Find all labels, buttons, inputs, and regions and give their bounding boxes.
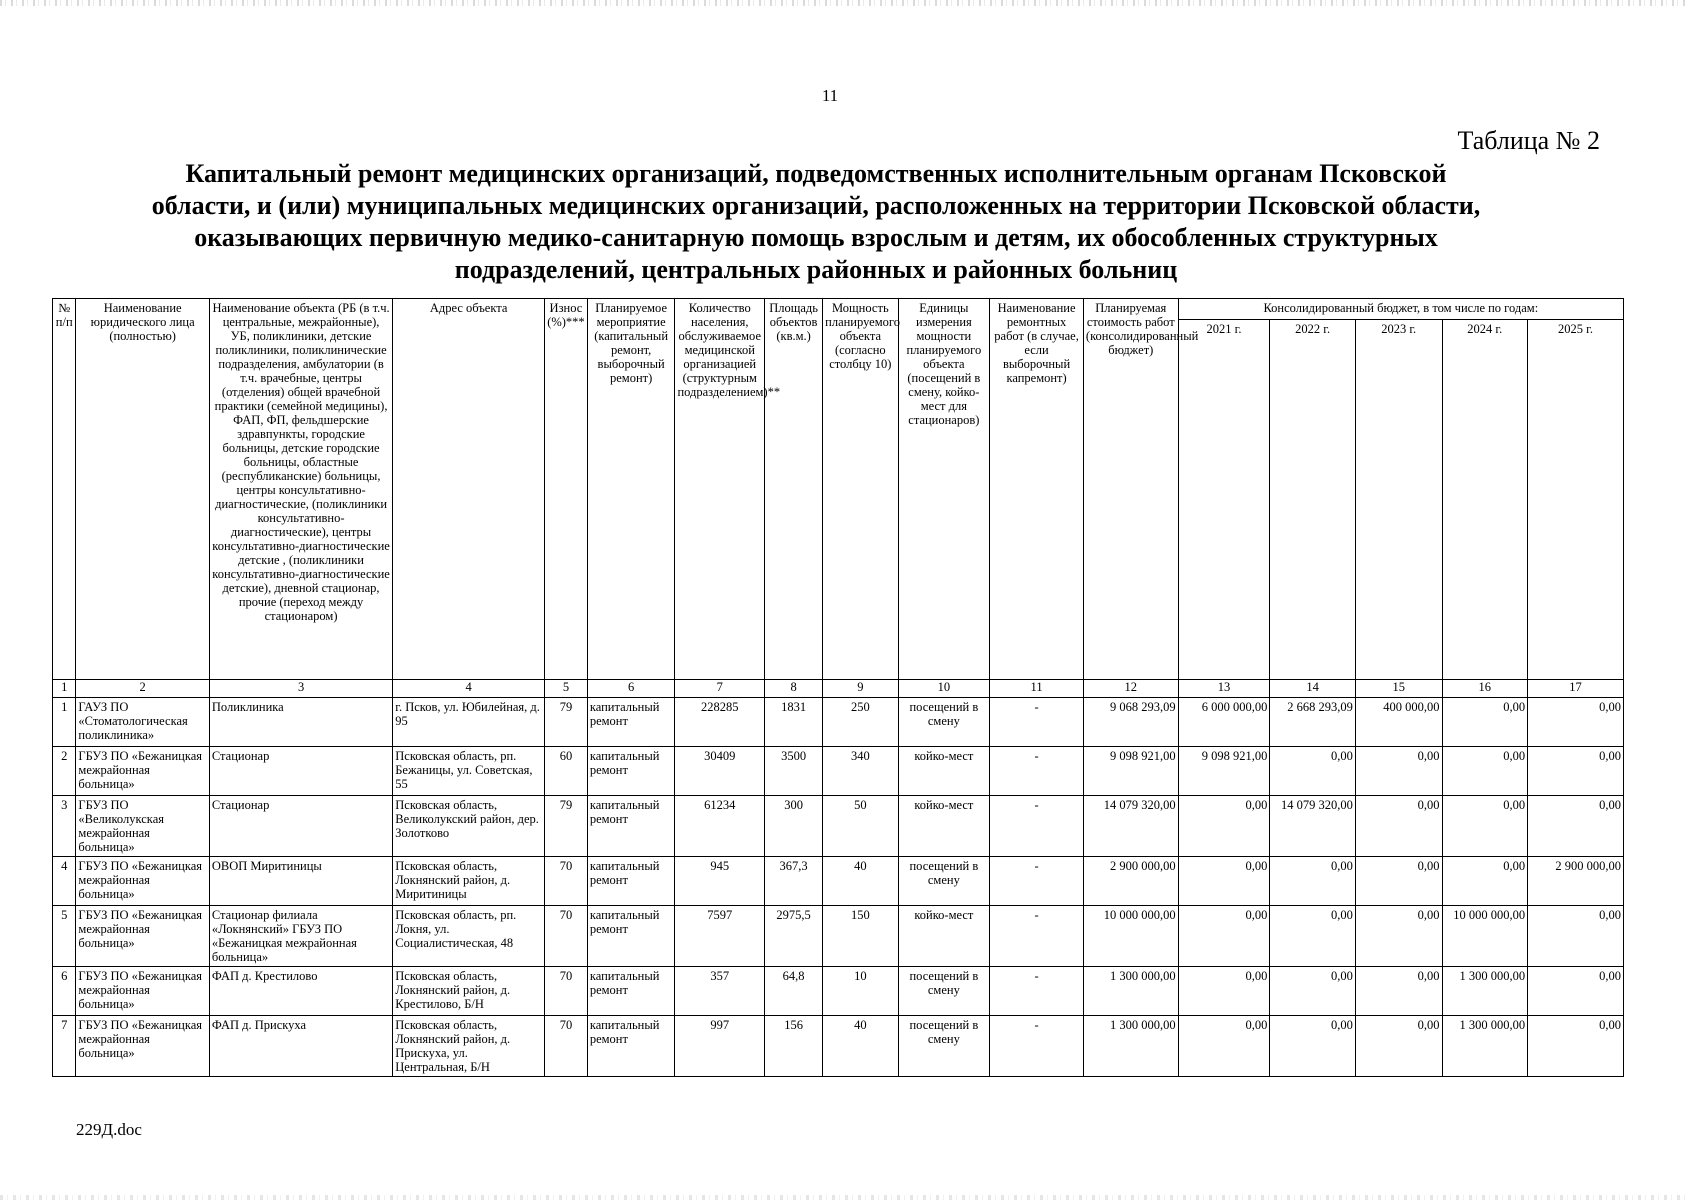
cell-units: койко-мест: [898, 796, 990, 857]
cell-2024: 10 000 000,00: [1442, 906, 1528, 967]
cell-works: -: [990, 967, 1084, 1016]
cell-2022: 0,00: [1270, 967, 1356, 1016]
column-number: 13: [1178, 680, 1270, 698]
cell-address: Псковская область, Локнянский район, д. Миритиницы: [393, 857, 545, 906]
cell-works: -: [990, 906, 1084, 967]
header-year: 2024 г.: [1442, 320, 1528, 680]
cell-works: -: [990, 1016, 1084, 1077]
column-number: 2: [76, 680, 209, 698]
cell-2024: 0,00: [1442, 796, 1528, 857]
header-cost: Планируемая стоимость работ (консолидированный бюджет): [1083, 299, 1178, 680]
page-number: 11: [821, 86, 839, 105]
cell-population: 357: [675, 967, 765, 1016]
cell-address: Псковская область, Локнянский район, д. Крестилово, Б/Н: [393, 967, 545, 1016]
header-population: Количество населения, обслуживаемое медицинской организацией (структурным подразделением)**: [675, 299, 765, 680]
cell-object: Поликлиника: [209, 698, 392, 747]
cell-capacity: 40: [823, 857, 898, 906]
cell-capacity: 10: [823, 967, 898, 1016]
header-event: Планируемое мероприятие (капитальный ремонт, выборочный ремонт): [587, 299, 675, 680]
header-works: Наименование ремонтных работ (в случае, если выборочный капремонт): [990, 299, 1084, 680]
cell-works: -: [990, 796, 1084, 857]
cell-entity: ГАУЗ ПО «Стоматологическая поликлиника»: [76, 698, 209, 747]
header-area: Площадь объектов (кв.м.): [765, 299, 823, 680]
cell-2021: 0,00: [1178, 967, 1270, 1016]
header-budget-group: Консолидированный бюджет, в том числе по годам:: [1178, 299, 1623, 320]
cell-2025: 0,00: [1528, 1016, 1624, 1077]
cell-works: -: [990, 857, 1084, 906]
table-row: [53, 906, 1624, 967]
column-number: 4: [393, 680, 545, 698]
cell-2021: 0,00: [1178, 1016, 1270, 1077]
cell-2024: 0,00: [1442, 857, 1528, 906]
cell-cost: 9 098 921,00: [1083, 747, 1178, 796]
cell-2021: 0,00: [1178, 906, 1270, 967]
cell-cost: 2 900 000,00: [1083, 857, 1178, 906]
cell-population: 61234: [675, 796, 765, 857]
cell-num: 4: [53, 857, 76, 906]
cell-capacity: 340: [823, 747, 898, 796]
column-number: 12: [1083, 680, 1178, 698]
cell-object: ФАП д. Крестилово: [209, 967, 392, 1016]
header-units: Единицы измерения мощности планируемого объекта (посещений в смену, койко-мест для стационаров): [898, 299, 990, 680]
cell-wear: 79: [545, 796, 588, 857]
document-title: [60, 158, 1572, 286]
cell-2022: 2 668 293,09: [1270, 698, 1356, 747]
header-row: [53, 299, 1624, 320]
cell-units: посещений в смену: [898, 1016, 990, 1077]
header-year: 2021 г.: [1178, 320, 1270, 680]
column-number-row: [53, 680, 1624, 698]
cell-capacity: 250: [823, 698, 898, 747]
header-num: № п/п: [53, 299, 76, 680]
scan-edge-top: [0, 0, 1686, 6]
table-row: [53, 967, 1624, 1016]
cell-entity: ГБУЗ ПО «Бежаницкая межрайонная больница»: [76, 1016, 209, 1077]
cell-object: ОВОП Миритиницы: [209, 857, 392, 906]
cell-area: 3500: [765, 747, 823, 796]
cell-cost: 1 300 000,00: [1083, 967, 1178, 1016]
scan-edge-bottom: [0, 1195, 1686, 1200]
table-row: [53, 698, 1624, 747]
column-number: 9: [823, 680, 898, 698]
cell-wear: 70: [545, 967, 588, 1016]
cell-2023: 0,00: [1355, 906, 1442, 967]
cell-wear: 70: [545, 1016, 588, 1077]
table-caption: Таблица № 2: [1457, 126, 1600, 155]
cell-2023: 0,00: [1355, 857, 1442, 906]
cell-wear: 70: [545, 857, 588, 906]
column-number: 6: [587, 680, 675, 698]
table-row: [53, 796, 1624, 857]
cell-works: -: [990, 747, 1084, 796]
cell-works: -: [990, 698, 1084, 747]
cell-cost: 14 079 320,00: [1083, 796, 1178, 857]
cell-capacity: 40: [823, 1016, 898, 1077]
cell-population: 997: [675, 1016, 765, 1077]
cell-entity: ГБУЗ ПО «Бежаницкая межрайонная больница»: [76, 857, 209, 906]
cell-area: 2975,5: [765, 906, 823, 967]
cell-population: 945: [675, 857, 765, 906]
header-year: 2025 г.: [1528, 320, 1624, 680]
column-number: 16: [1442, 680, 1528, 698]
column-number: 5: [545, 680, 588, 698]
title-line: оказывающих первичную медико-санитарную помощь взрослым и детям, их обособленных структурных: [194, 223, 1438, 252]
cell-num: 2: [53, 747, 76, 796]
cell-2024: 1 300 000,00: [1442, 1016, 1528, 1077]
cell-num: 5: [53, 906, 76, 967]
cell-wear: 70: [545, 906, 588, 967]
cell-2025: 0,00: [1528, 906, 1624, 967]
cell-area: 367,3: [765, 857, 823, 906]
cell-2021: 0,00: [1178, 857, 1270, 906]
cell-2024: 0,00: [1442, 747, 1528, 796]
cell-2024: 1 300 000,00: [1442, 967, 1528, 1016]
column-number: 17: [1528, 680, 1624, 698]
header-address: Адрес объекта: [393, 299, 545, 680]
cell-units: посещений в смену: [898, 857, 990, 906]
cell-area: 64,8: [765, 967, 823, 1016]
cell-2022: 0,00: [1270, 906, 1356, 967]
column-number: 8: [765, 680, 823, 698]
cell-capacity: 50: [823, 796, 898, 857]
cell-2025: 2 900 000,00: [1528, 857, 1624, 906]
repair-table: [52, 298, 1624, 1077]
cell-2023: 0,00: [1355, 796, 1442, 857]
cell-2021: 6 000 000,00: [1178, 698, 1270, 747]
table-row: [53, 1016, 1624, 1077]
cell-address: Псковская область, Великолукский район, дер. Золотково: [393, 796, 545, 857]
table-row: [53, 747, 1624, 796]
cell-event: капитальный ремонт: [587, 1016, 675, 1077]
cell-event: капитальный ремонт: [587, 698, 675, 747]
header-wear: Износ (%)***: [545, 299, 588, 680]
cell-units: посещений в смену: [898, 967, 990, 1016]
cell-2023: 0,00: [1355, 1016, 1442, 1077]
cell-address: Псковская область, рп. Бежаницы, ул. Советская, 55: [393, 747, 545, 796]
column-number: 3: [209, 680, 392, 698]
cell-2025: 0,00: [1528, 967, 1624, 1016]
cell-address: Псковская область, рп. Локня, ул. Социалистическая, 48: [393, 906, 545, 967]
cell-cost: 1 300 000,00: [1083, 1016, 1178, 1077]
cell-2023: 0,00: [1355, 747, 1442, 796]
cell-object: Стационар: [209, 796, 392, 857]
cell-area: 156: [765, 1016, 823, 1077]
cell-entity: ГБУЗ ПО «Бежаницкая межрайонная больница»: [76, 906, 209, 967]
header-capacity: Мощность планируемого объекта (согласно столбцу 10): [823, 299, 898, 680]
cell-address: г. Псков, ул. Юбилейная, д. 95: [393, 698, 545, 747]
footer-filename: 229Д.doc: [76, 1120, 142, 1139]
cell-wear: 79: [545, 698, 588, 747]
cell-2025: 0,00: [1528, 698, 1624, 747]
cell-units: койко-мест: [898, 906, 990, 967]
cell-cost: 10 000 000,00: [1083, 906, 1178, 967]
cell-entity: ГБУЗ ПО «Бежаницкая межрайонная больница»: [76, 967, 209, 1016]
cell-2022: 0,00: [1270, 857, 1356, 906]
cell-2025: 0,00: [1528, 796, 1624, 857]
cell-2025: 0,00: [1528, 747, 1624, 796]
column-number: 14: [1270, 680, 1356, 698]
cell-num: 3: [53, 796, 76, 857]
cell-2024: 0,00: [1442, 698, 1528, 747]
column-number: 10: [898, 680, 990, 698]
title-line: Капитальный ремонт медицинских организаций, подведомственных исполнительным органам Псковской: [185, 159, 1447, 188]
header-year: 2023 г.: [1355, 320, 1442, 680]
cell-num: 7: [53, 1016, 76, 1077]
cell-num: 6: [53, 967, 76, 1016]
cell-population: 228285: [675, 698, 765, 747]
cell-2021: 0,00: [1178, 796, 1270, 857]
cell-object: ФАП д. Прискуха: [209, 1016, 392, 1077]
cell-2022: 0,00: [1270, 1016, 1356, 1077]
title-line: области, и (или) муниципальных медицинских организаций, расположенных на территории Псковской области,: [151, 191, 1481, 220]
header-entity: Наименование юридического лица (полностью): [76, 299, 209, 680]
cell-2021: 9 098 921,00: [1178, 747, 1270, 796]
column-number: 11: [990, 680, 1084, 698]
cell-entity: ГБУЗ ПО «Великолукская межрайонная больница»: [76, 796, 209, 857]
table-row: [53, 857, 1624, 906]
cell-population: 7597: [675, 906, 765, 967]
header-year: 2022 г.: [1270, 320, 1356, 680]
cell-object: Стационар: [209, 747, 392, 796]
cell-units: койко-мест: [898, 747, 990, 796]
cell-area: 1831: [765, 698, 823, 747]
column-number: 7: [675, 680, 765, 698]
cell-2023: 400 000,00: [1355, 698, 1442, 747]
cell-event: капитальный ремонт: [587, 967, 675, 1016]
cell-event: капитальный ремонт: [587, 747, 675, 796]
cell-units: посещений в смену: [898, 698, 990, 747]
title-line: подразделений, центральных районных и районных больниц: [454, 255, 1178, 284]
cell-2023: 0,00: [1355, 967, 1442, 1016]
cell-area: 300: [765, 796, 823, 857]
cell-2022: 0,00: [1270, 747, 1356, 796]
cell-entity: ГБУЗ ПО «Бежаницкая межрайонная больница»: [76, 747, 209, 796]
cell-wear: 60: [545, 747, 588, 796]
header-object: Наименование объекта (РБ (в т.ч. центральные, межрайонные), УБ, поликлиники, детские поликлиники, поликлинические подразделения, амбулатории (в т.ч. врачебные, центры (отделения) общей врачебной практики (семейной медицины), ФАП, ФП, фельдшерские здравпункты, городские больницы, детские городские больницы, областные (республиканские) больницы, центры консультативно-диагностические, (поликлиники консультативно-диагностические), центры консультативно-диагностические детские , (поликлиники консультативно-диагностические детские), дневной стационар, прочие (переход между стационаром): [209, 299, 392, 680]
cell-2022: 14 079 320,00: [1270, 796, 1356, 857]
cell-object: Стационар филиала «Локнянский» ГБУЗ ПО «Бежаницкая межрайонная больница»: [209, 906, 392, 967]
cell-population: 30409: [675, 747, 765, 796]
cell-address: Псковская область, Локнянский район, д. Прискуха, ул. Центральная, Б/Н: [393, 1016, 545, 1077]
column-number: 1: [53, 680, 76, 698]
cell-capacity: 150: [823, 906, 898, 967]
cell-event: капитальный ремонт: [587, 906, 675, 967]
cell-event: капитальный ремонт: [587, 796, 675, 857]
cell-cost: 9 068 293,09: [1083, 698, 1178, 747]
cell-num: 1: [53, 698, 76, 747]
cell-event: капитальный ремонт: [587, 857, 675, 906]
column-number: 15: [1355, 680, 1442, 698]
